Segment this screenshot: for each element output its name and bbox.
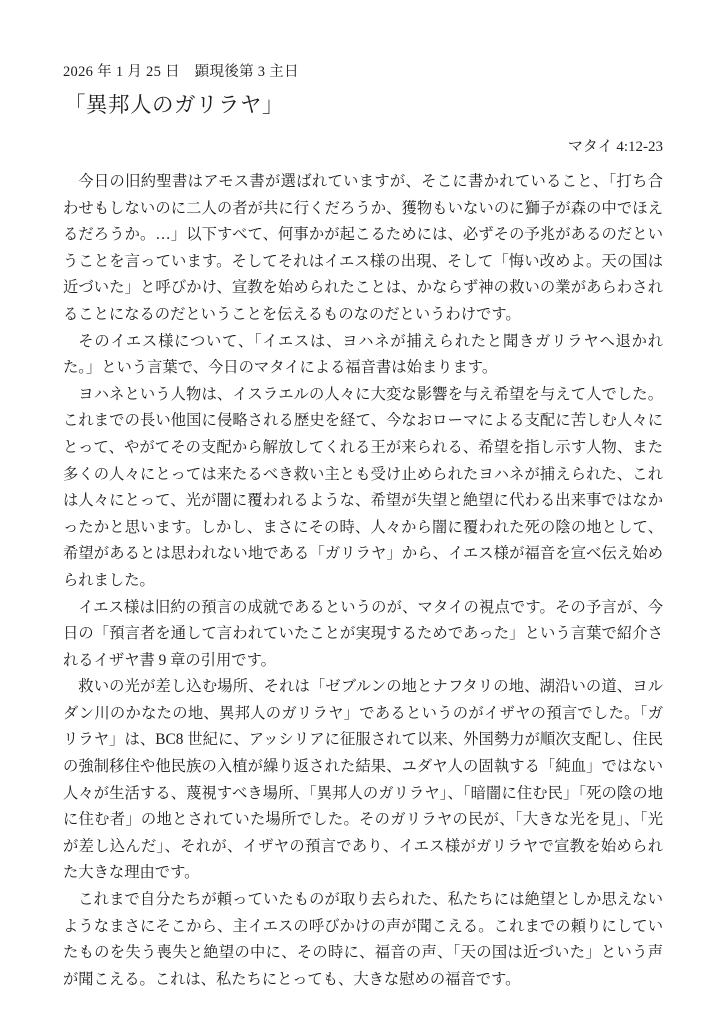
body-paragraph: イエス様は旧約の預言の成就であるというのが、マタイの視点です。その予言が、今日の「預言者を通して言われていたことが実現するためであった」という言葉で紹介されるイザヤ書 9 章の引用です。 <box>63 598 663 669</box>
body-paragraph: これまで自分たちが頼っていたものが取り去られた、私たちには絶望としか思えないようなまさにそこから、主イエスの呼びかけの声が聞こえる。これまでの頼りにしていたものを失う喪失と絶望の中に、その時に、福音の声、「天の国は近づいた」という声が聞こえる。これは、私たちにとっても、大きな慰めの福音です。 <box>63 891 663 988</box>
body-paragraph: 今日の旧約聖書はアモス書が選ばれていますが、そこに書かれていること、「打ち合わせもしないのに二人の者が共に行くだろうか、獲物もいないのに獅子が森の中でほえるだろうか。…」以下すべて、何事かが起こるためには、必ずその予兆があるのだということを言っています。そしてそれはイエス様の出現、そして「悔い改めよ。天の国は近づいた」と呼びかけ、宣教を始められたことは、かならず神の救いの業があらわされることになるのだということを伝えるものなのだというわけです。 <box>63 173 663 323</box>
page-title: 「異邦人のガリラヤ」 <box>64 93 285 117</box>
scripture-reference: マタイ 4:12-23 <box>567 139 663 155</box>
body-paragraph: 救いの光が差し込む場所、それは「ゼブルンの地とナフタリの地、湖沿いの道、ヨルダン川のかなたの地、異邦人のガリラヤ」であるというのがイザヤの預言でした。「ガリラヤ」は、BC8 世紀に、アッシリアに征服されて以来、外国勢力が順次支配し、住民の強制移住や他民族の入植が繰り返された結果、ユダヤ人の固執する「純血」ではない人々が生活する、蔑視すべき場所、「異邦人のガリラヤ」、「暗闇に住む民」「死の陰の地に住む者」の地とされていた場所でした。そのガリラヤの民が、「大きな光を見」、「光が差し込んだ」、それが、イザヤの預言であり、イエス様がガリラヤで宣教を始められた大きな理由です。 <box>63 678 663 882</box>
date-line: 2026 年 1 月 25 日 顕現後第 3 主日 <box>63 64 299 80</box>
sermon-body <box>63 169 663 993</box>
body-paragraph: ヨハネという人物は、イスラエルの人々に大変な影響を与え希望を与えて人でした。これまでの長い他国に侵略される歴史を経て、今なおローマによる支配に苦しむ人々にとって、やがてその支配から解放してくれる王が来られる、希望を指し示す人物、また多くの人々にとっては来たるべき救い主とも受け止められたヨハネが捕えられた、これは人々にとって、光が闇に覆われるような、希望が失望と絶望に代わる出来事ではなかったかと思います。しかし、まさにその時、人々から闇に覆われた死の陰の地として、希望があるとは思われない地である「ガリラヤ」から、イエス様が福音を宣べ伝え始められました。 <box>63 385 663 589</box>
body-paragraph: そのイエス様について、「イエスは、ヨハネが捕えられたと聞きガリラヤへ退かれた。」という言葉で、今日のマタイによる福音書は始まります。 <box>63 332 663 377</box>
